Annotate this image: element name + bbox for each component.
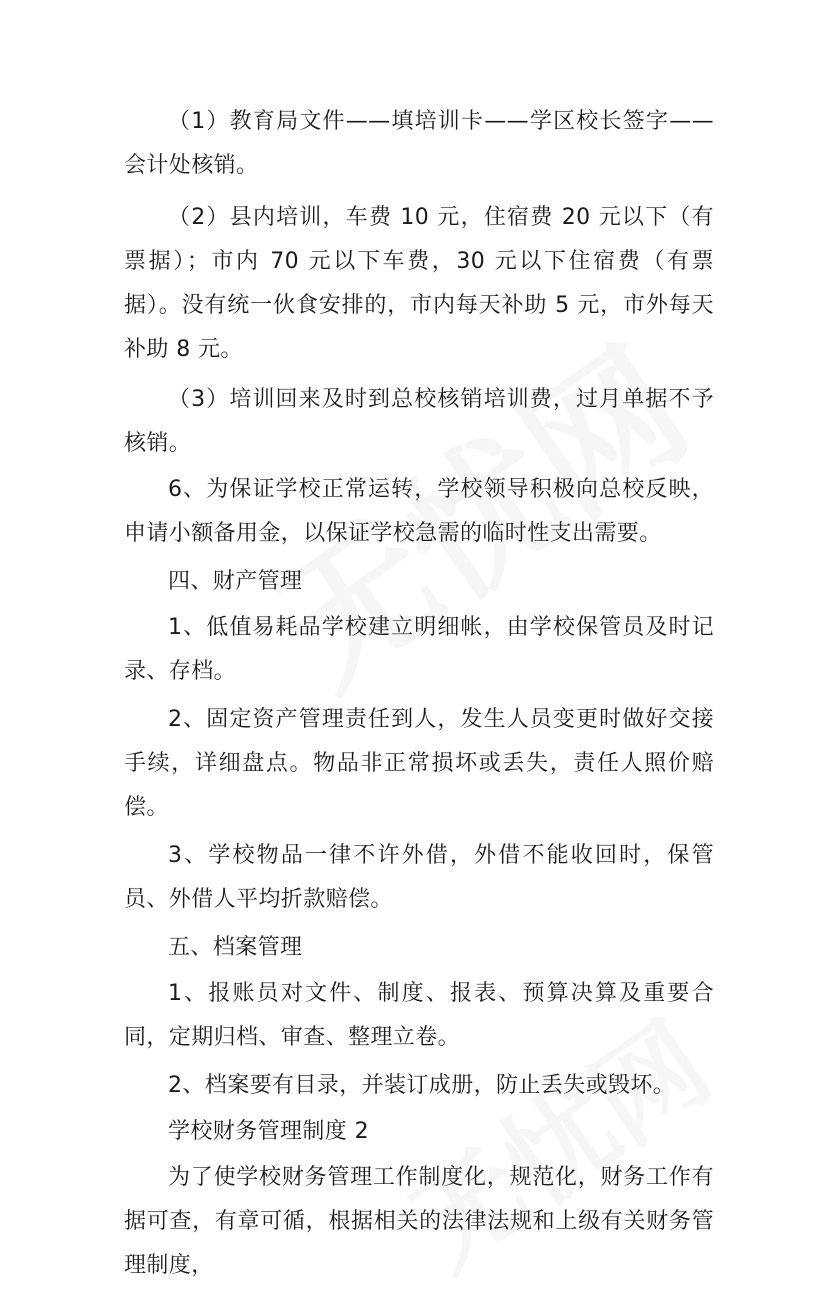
paragraph: 6、为保证学校正常运转，学校领导积极向总校反映，申请小额备用金，以保证学校急需的临时性支出需要。 [124,477,714,546]
paragraph: （1）教育局文件——填培训卡——学区校长签字——会计处核销。 [124,109,714,178]
section-heading: 五、档案管理 [168,935,303,960]
paragraph: 为了使学校财务管理工作制度化，规范化，财务工作有据可查，有章可循，根据相关的法律法规和上级有关财务管理制度， [124,1165,714,1278]
paragraph: 2、固定资产管理责任到人，发生人员变更时做好交接手续，详细盘点。物品非正常损坏或丢失，责任人照价赔偿。 [124,707,714,820]
paragraph: 1、报账员对文件、制度、报表、预算决算及重要合同，定期归档、审查、整理立卷。 [124,981,714,1050]
paragraph: （2）县内培训，车费 10 元，住宿费 20 元以下（有票据）；市内 70 元以下车费，30 元以下住宿费（有票据）。没有统一伙食安排的，市内每天补助 5 元，市外每天补助 8 元。 [124,205,714,362]
document-body [124,100,714,1288]
paragraph: 2、档案要有目录，并装订成册，防止丢失或毁坏。 [168,1073,676,1098]
section-heading: 四、财产管理 [168,569,303,594]
section-heading: 学校财务管理制度 2 [168,1119,369,1144]
paragraph: （3）培训回来及时到总校核销培训费，过月单据不予核销。 [124,387,714,456]
paragraph: 1、低值易耗品学校建立明细帐，由学校保管员及时记录、存档。 [124,615,714,684]
paragraph: 3、学校物品一律不许外借，外借不能收回时，保管员、外借人平均折款赔偿。 [124,843,714,912]
